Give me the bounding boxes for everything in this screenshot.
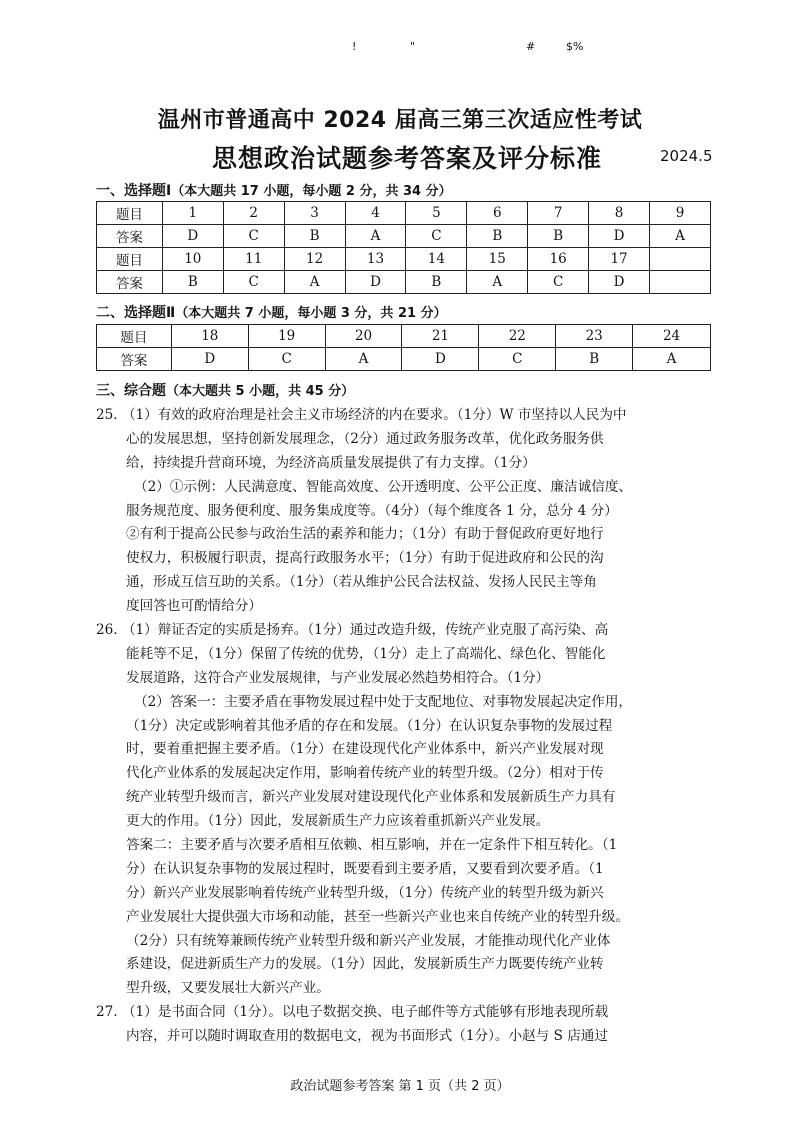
- section1-title: 一、选择题Ⅰ: [96, 183, 172, 199]
- question-number: 12: [284, 248, 345, 271]
- section1-heading: [96, 180, 452, 200]
- question-number: 4: [345, 202, 406, 225]
- answer-line: 能耗等不足，（1分）保留了传统的优势，（1分）走上了高端化、绿色化、智能化: [126, 645, 606, 662]
- answer-cell: C: [223, 271, 284, 294]
- question-number: 7: [528, 202, 589, 225]
- answer-line: 使权力，积极履行职责，提高行政服务水平；（1分）有助于促进政府和公民的沟: [126, 550, 604, 567]
- question-number: 18: [171, 325, 248, 348]
- question-number: 9: [650, 202, 711, 225]
- answer-line: 26. （1）辩证否定的实质是扬弃。（1分）通过改造升级，传统产业克服了高污染、高: [96, 622, 609, 639]
- section1-note: （本大题共 17 小题，每小题 2 分，共 34 分）: [171, 184, 452, 199]
- table-row: [97, 348, 711, 371]
- header-mark: $%: [566, 40, 584, 53]
- section3-note: （本大题共 5 小题，共 45 分）: [166, 384, 355, 399]
- answer-line: 25. （1）有效的政府治理是社会主义市场经济的内在要求。（1分）W 市坚持以人民为中: [96, 407, 627, 423]
- answer-line: 型升级，又要发展壮大新兴产业。: [126, 980, 330, 997]
- question-number: 14: [406, 248, 467, 271]
- answer-line: 度回答也可酌情给分）: [126, 598, 262, 615]
- answer-cell: D: [162, 225, 223, 248]
- question-number: 15: [467, 248, 528, 271]
- question-number: 2: [223, 202, 284, 225]
- answer-cell: D: [589, 225, 650, 248]
- row-header: 题目: [97, 248, 163, 271]
- section3-title: 三、综合题: [96, 383, 166, 399]
- answer-line: 代化产业体系的发展起决定作用，影响着传统产业的转型升级。（2分）相对于传: [126, 765, 604, 782]
- header-mark: !: [352, 40, 357, 53]
- answer-cell: D: [171, 348, 248, 371]
- header-mark: ": [410, 40, 416, 53]
- question-number: 1: [162, 202, 223, 225]
- question-number: 17: [589, 248, 650, 271]
- answer-cell: A: [325, 348, 402, 371]
- answer-cell: A: [650, 225, 711, 248]
- answer-cell: B: [406, 271, 467, 294]
- answer-cell: B: [528, 225, 589, 248]
- question-number: 6: [467, 202, 528, 225]
- question-number: 23: [556, 325, 633, 348]
- question-number: 13: [345, 248, 406, 271]
- answer-cell: A: [633, 348, 711, 371]
- answer-line: 27. （1）是书面合同（1分）。以电子数据交换、电子邮件等方式能够有形地表现所载: [96, 1004, 609, 1021]
- answer-line: （1分）决定或影响着其他矛盾的存在和发展。（1分）在认识复杂事物的发展过程: [126, 717, 613, 734]
- question-number: 22: [479, 325, 556, 348]
- answer-line: 产业发展壮大提供强大市场和动能，甚至一些新兴产业也来自传统产业的转型升级。: [126, 908, 629, 925]
- answer-line: 系建设，促进新质生产力的发展。（1分）因此，发展新质生产力既要传统产业转: [126, 956, 604, 973]
- section2-note: （本大题共 7 小题，每小题 3 分，共 21 分）: [175, 306, 447, 321]
- answer-line: （2）①示例：人民满意度、智能高效度、公开透明度、公平公正度、廉洁诚信度、: [134, 478, 633, 495]
- answer-cell: A: [467, 271, 528, 294]
- answer-cell: C: [223, 225, 284, 248]
- document-date: 2024.5: [660, 147, 713, 165]
- answer-line: 发展道路，这符合产业发展规律，与产业发展必然趋势相符合。（1分）: [126, 669, 550, 686]
- row-header: 答案: [97, 225, 163, 248]
- page-footer: 政治试题参考答案 第 1 页（共 2 页）: [290, 1079, 510, 1094]
- question-number: 10: [162, 248, 223, 271]
- answer-cell: D: [345, 271, 406, 294]
- answer-cell: C: [479, 348, 556, 371]
- answer-cell: C: [528, 271, 589, 294]
- answer-cell: D: [589, 271, 650, 294]
- question-number: 20: [325, 325, 402, 348]
- row-header: 答案: [97, 348, 172, 371]
- question-number: 11: [223, 248, 284, 271]
- answer-cell: C: [248, 348, 325, 371]
- answer-line: ②有利于提高公民参与政治生活的素养和能力；（1分）有助于督促政府更好地行: [126, 526, 604, 543]
- table-row: [97, 202, 711, 225]
- section2-title: 二、选择题Ⅱ: [96, 305, 176, 321]
- table-row: [97, 271, 711, 294]
- answer-line: 分）在认识复杂事物的发展过程时，既要看到主要矛盾，又要看到次要矛盾。（1: [126, 860, 604, 877]
- question-number: [650, 248, 711, 271]
- answer-line: 给，持续提升营商环境，为经济高质量发展提供了有力支撑。（1分）: [126, 454, 536, 471]
- answer-line: 统产业转型升级而言，新兴产业发展对建设现代化产业体系和发展新质生产力具有: [126, 789, 616, 806]
- section2-heading: [96, 302, 447, 322]
- answer-cell: A: [345, 225, 406, 248]
- table-row: [97, 248, 711, 271]
- answer-cell: B: [467, 225, 528, 248]
- answer-line: （2分）只有统筹兼顾传统产业转型升级和新兴产业发展，才能推动现代化产业体: [126, 932, 611, 949]
- question-number: 3: [284, 202, 345, 225]
- question-number: 8: [589, 202, 650, 225]
- header-mark: #: [526, 40, 536, 53]
- answer-body: [96, 404, 712, 1049]
- section1-answer-table: [96, 201, 711, 294]
- answer-cell: B: [284, 225, 345, 248]
- answer-cell: B: [556, 348, 633, 371]
- answer-cell: C: [406, 225, 467, 248]
- exam-title: 温州市普通高中 2024 届高三第三次适应性考试: [157, 108, 643, 133]
- answer-cell: D: [402, 348, 479, 371]
- question-number: 19: [248, 325, 325, 348]
- answer-line: 内容，并可以随时调取查用的数据电文，视为书面形式（1分）。小赵与 S 店通过: [126, 1028, 608, 1045]
- answer-line: 时，要着重把握主要矛盾。（1分）在建设现代化产业体系中，新兴产业发展对现: [126, 741, 604, 758]
- table-row: [97, 225, 711, 248]
- section2-answer-table: [96, 324, 711, 371]
- answer-line: （2）答案一：主要矛盾在事物发展过程中处于支配地位、对事物发展起决定作用，: [134, 693, 633, 710]
- document-subtitle: 思想政治试题参考答案及评分标准: [212, 144, 603, 173]
- answer-cell: A: [284, 271, 345, 294]
- question-number: 24: [633, 325, 711, 348]
- answer-line: 服务规范度、服务便利度、服务集成度等。（4分）（每个维度各 1 分，总分 4 分）: [126, 502, 618, 519]
- row-header: 题目: [97, 325, 172, 348]
- answer-line: 分）新兴产业发展影响着传统产业转型升级，（1分）传统产业的转型升级为新兴: [126, 884, 604, 901]
- row-header: 答案: [97, 271, 163, 294]
- question-number: 21: [402, 325, 479, 348]
- answer-line: 答案二：主要矛盾与次要矛盾相互依赖、相互影响，并在一定条件下相互转化。（1: [126, 837, 618, 854]
- table-row: [97, 325, 711, 348]
- answer-line: 通，形成互信互助的关系。（1分）（若从维护公民合法权益、发扬人民民主等角: [126, 574, 597, 591]
- answer-line: 心的发展思想，坚持创新发展理念，（2分）通过政务服务改革，优化政务服务供: [126, 430, 604, 447]
- question-number: 16: [528, 248, 589, 271]
- row-header: 题目: [97, 202, 163, 225]
- answer-cell: B: [162, 271, 223, 294]
- scan-header-marks: [0, 40, 800, 56]
- answer-line: 更大的作用。（1分）因此，发展新质生产力应该着重抓新兴产业发展。: [126, 813, 550, 830]
- question-number: 5: [406, 202, 467, 225]
- section3-heading: [96, 380, 354, 400]
- answer-cell: [650, 271, 711, 294]
